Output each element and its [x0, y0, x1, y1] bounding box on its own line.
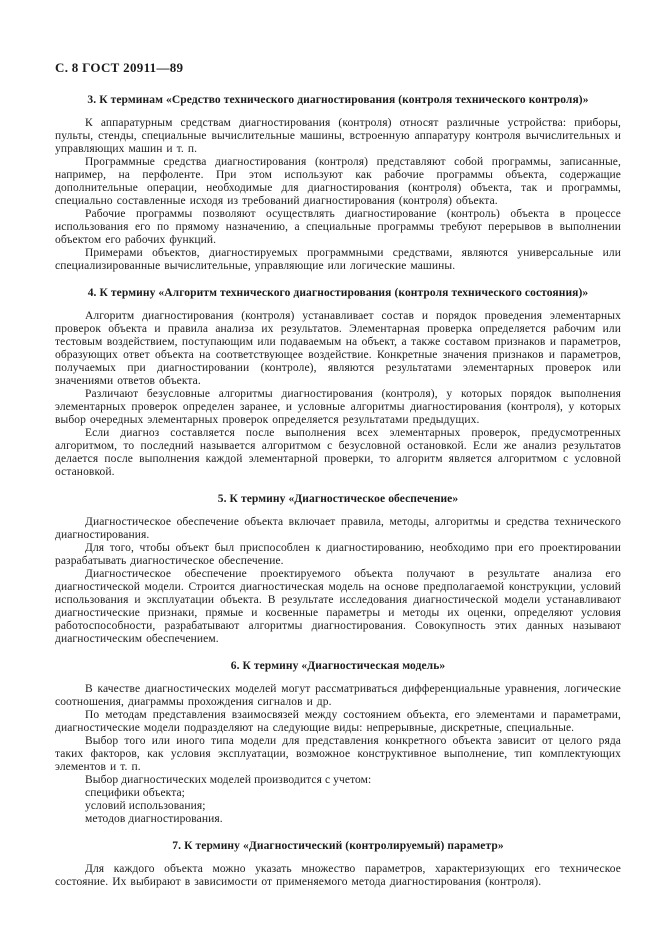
list-item: условий использования; [85, 800, 206, 812]
list-item: специфики объекта; [85, 787, 185, 799]
paragraph: Различают безусловные алгоритмы диагностирования (контроля), у которых порядок выполнения элементарных проверок определен заранее, и условные алгоритмы диагностирования (контроля), у которых выбор очередных элементарных проверок определяется результатами предыдущих. [55, 388, 621, 426]
section-4 [55, 287, 621, 479]
section-4-heading: 4. К термину «Алгоритм технического диагностирования (контроля технического состояния)» [87, 287, 589, 299]
section-6 [55, 660, 621, 826]
paragraph: Алгоритм диагностирования (контроля) устанавливает состав и порядок проведения элементарных проверок объекта и правила анализа их результатов. Элементарная проверка определяется рабочим или тестовым воздействием, поступающим или подаваемым на объект, а также составом признаков и параметров, образующих ответ объекта на соответствующее воздействие. Конкретные значения признаков и параметров, получаемых при диагностировании (контроле), являются результатами элементарных проверок или значениями ответов объекта. [55, 310, 621, 387]
paragraph: Для того, чтобы объект был приспособлен к диагностированию, необходимо при его проектировании разрабатывать диагностическое обеспечение. [55, 542, 621, 567]
section-7 [55, 840, 621, 889]
paragraph: Рабочие программы позволяют осуществлять диагностирование (контроль) объекта в процессе использования его по прямому назначению, а специальные программы требуют перерывов в выполнении объектом его рабочих функций. [55, 208, 621, 246]
section-3 [55, 94, 621, 273]
paragraph: Программные средства диагностирования (контроля) представляют собой программы, записанные, например, на перфоленте. При этом используют как рабочие программы объекта, содержащие дополнительные операции, необходимые для диагностирования (контроля) объекта, так и программы, специально составленные исходя из требований диагностирования (контроля) объекта. [55, 156, 621, 207]
page-header: С. 8 ГОСТ 20911—89 [55, 60, 184, 75]
document-content [55, 60, 621, 889]
section-3-heading: 3. К терминам «Средство технического диагностирования (контроля технического контроля)» [87, 94, 589, 106]
paragraph: К аппаратурным средствам диагностирования (контроля) относят различные устройства: приборы, пульты, стенды, специальные вычислительные машины, встроенную аппаратуру контроля вычислительных и управляющих машин и т. п. [55, 117, 621, 155]
paragraph: По методам представления взаимосвязей между состоянием объекта, его элементами и параметрами, диагностические модели подразделяют на следующие виды: непрерывные, дискретные, специальные. [55, 709, 621, 734]
paragraph: Диагностическое обеспечение объекта включает правила, методы, алгоритмы и средства технического диагностирования. [55, 516, 621, 541]
paragraph: В качестве диагностических моделей могут рассматриваться дифференциальные уравнения, логические соотношения, диаграммы прохождения сигналов и др. [55, 683, 621, 708]
list-item: методов диагностирования. [85, 813, 223, 825]
paragraph: Примерами объектов, диагностируемых программными средствами, являются универсальные или специализированные вычислительные, управляющие или логические машины. [55, 247, 621, 272]
paragraph: Диагностическое обеспечение проектируемого объекта получают в результате анализа его диагностической модели. Строится диагностическая модель на основе предполагаемой конструкции, условий использования и эксплуатации объекта. В результате исследования диагностической модели устанавливают диагностические признаки, прямые и косвенные параметры и методы их оценки, определяют условия работоспособности, разрабатывают алгоритмы диагностирования. Совокупность этих данных называют диагностическим обеспечением. [55, 568, 621, 645]
paragraph: Выбор того или иного типа модели для представления конкретного объекта зависит от целого ряда таких факторов, как условия эксплуатации, возможное конструктивное выполнение, тип комплектующих элементов и т. п. [55, 735, 621, 773]
paragraph: Для каждого объекта можно указать множество параметров, характеризующих его техническое состояние. Их выбирают в зависимости от применяемого метода диагностирования (контроля). [55, 863, 621, 888]
section-5 [55, 493, 621, 646]
section-5-heading: 5. К термину «Диагностическое обеспечение» [217, 493, 459, 505]
list-intro: Выбор диагностических моделей производится с учетом: [85, 774, 372, 786]
section-7-heading: 7. К термину «Диагностический (контролируемый) параметр» [172, 840, 504, 852]
paragraph: Если диагноз составляется после выполнения всех элементарных проверок, предусмотренных алгоритмом, то последний называется алгоритмом с безусловной остановкой. Если же анализ результатов делается после выполнения каждой элементарной проверки, то алгоритм является алгоритмом с условной остановкой. [55, 427, 621, 478]
section-6-heading: 6. К термину «Диагностическая модель» [230, 660, 446, 672]
